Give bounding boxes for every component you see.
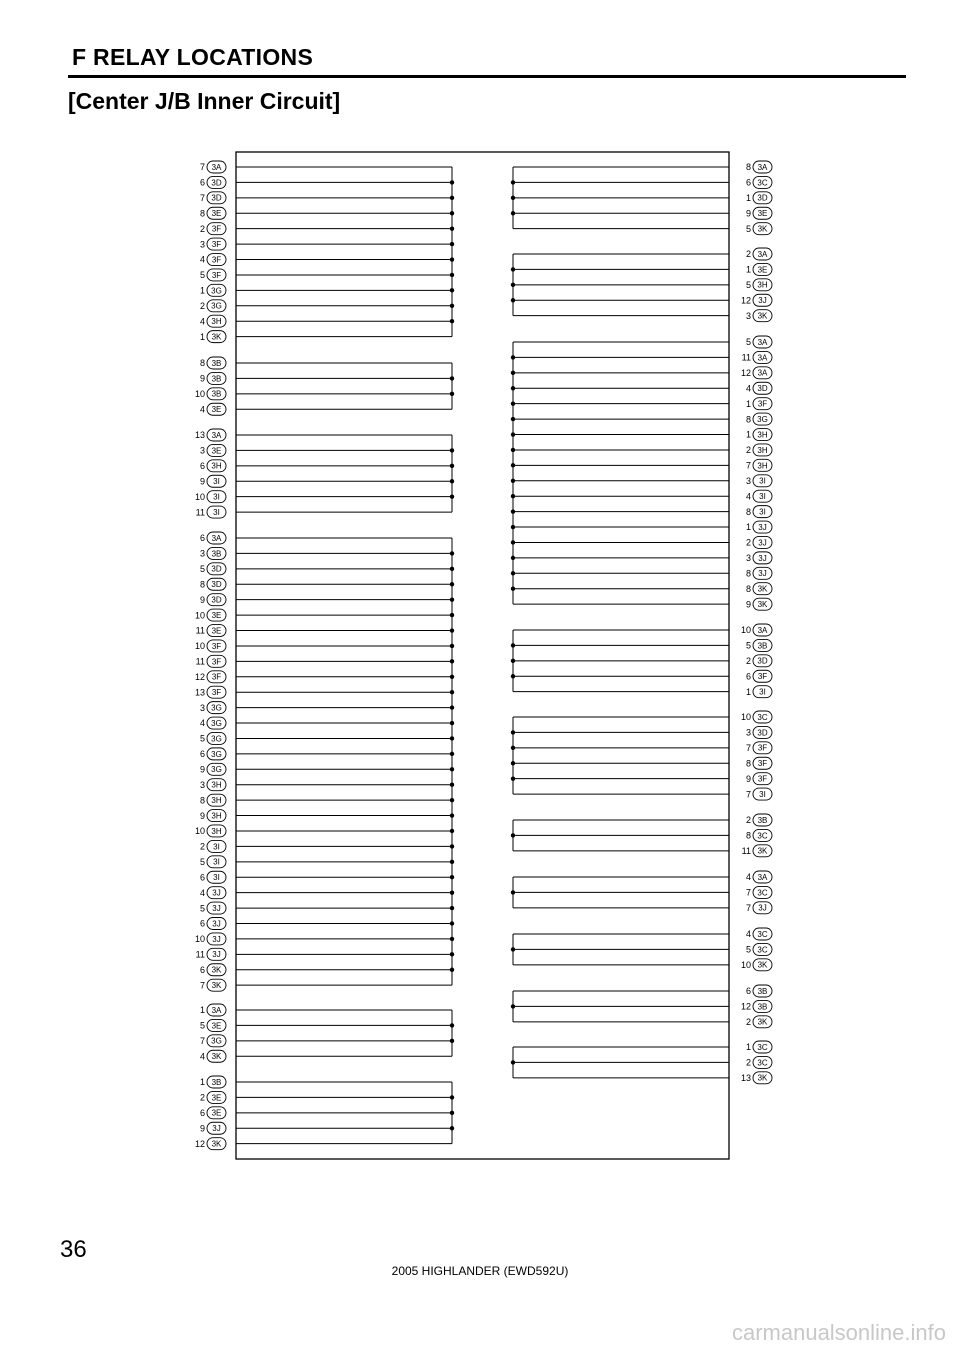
left-pin-number: 10	[194, 491, 205, 502]
right-pin-number: 12	[740, 368, 751, 379]
left-connector-code: 3E	[211, 1021, 222, 1031]
left-pin-number: 6	[199, 872, 205, 883]
left-connector-code: 3F	[211, 657, 222, 667]
right-pin-number: 3	[745, 310, 751, 321]
right-connector-code: 3E	[757, 209, 768, 219]
left-connector-code: 3F	[211, 641, 222, 651]
right-pin-number: 4	[745, 383, 751, 394]
left-pin-number: 9	[199, 764, 205, 775]
right-pin-number: 7	[745, 887, 751, 898]
left-connector-code: 3J	[212, 950, 221, 960]
right-pin-number: 2	[745, 537, 751, 548]
left-connector-code: 3I	[213, 873, 220, 883]
left-pin-number: 5	[199, 733, 205, 744]
left-connector-code: 3K	[211, 1052, 222, 1062]
right-pin-number: 2	[745, 1057, 751, 1068]
right-pin-number: 1	[745, 264, 751, 275]
right-pin-number: 9	[745, 773, 751, 784]
left-pin-number: 6	[199, 533, 205, 544]
left-pin-number: 6	[199, 461, 205, 472]
left-connector-code: 3H	[211, 317, 222, 327]
left-connector-code: 3D	[211, 193, 222, 203]
right-pin-number: 2	[745, 656, 751, 667]
left-connector-code: 3H	[211, 461, 222, 471]
left-connector-code: 3B	[211, 549, 222, 559]
left-connector-code: 3F	[211, 224, 222, 234]
left-pin-number: 6	[199, 964, 205, 975]
right-pin-number: 1	[745, 398, 751, 409]
right-connector-code: 3D	[757, 193, 768, 203]
left-connector-code: 3E	[211, 626, 222, 636]
left-pin-number: 2	[199, 300, 205, 311]
right-connector-code: 3I	[759, 476, 766, 486]
left-pin-number: 9	[199, 476, 205, 487]
left-pin-number: 4	[199, 718, 205, 729]
left-pin-number: 7	[199, 980, 205, 991]
right-pin-number: 1	[745, 686, 751, 697]
right-connector-code: 3I	[759, 687, 766, 697]
left-connector-code: 3K	[211, 965, 222, 975]
right-pin-number: 6	[745, 177, 751, 188]
right-connector-code: 3I	[759, 492, 766, 502]
right-pin-number: 7	[745, 903, 751, 914]
left-pin-number: 10	[194, 610, 205, 621]
right-pin-number: 2	[745, 445, 751, 456]
left-connector-code: 3K	[211, 332, 222, 342]
left-pin-number: 12	[194, 671, 205, 682]
left-connector-code: 3F	[211, 688, 222, 698]
right-pin-number: 7	[745, 789, 751, 800]
left-connector-code: 3H	[211, 780, 222, 790]
left-connector-code: 3I	[213, 857, 220, 867]
right-connector-code: 3J	[758, 903, 767, 913]
right-connector-code: 3E	[757, 265, 768, 275]
left-connector-code: 3A	[211, 533, 222, 543]
right-connector-code: 3D	[757, 656, 768, 666]
right-pin-number: 5	[745, 640, 751, 651]
right-pin-number: 11	[741, 846, 751, 857]
left-connector-code: 3J	[212, 919, 221, 929]
left-pin-number: 1	[199, 285, 205, 296]
left-pin-number: 6	[199, 177, 205, 188]
right-pin-number: 8	[745, 583, 751, 594]
right-connector-code: 3H	[757, 461, 768, 471]
left-pin-number: 4	[199, 887, 205, 898]
right-connector-code: 3B	[757, 815, 768, 825]
right-connector-code: 3B	[757, 641, 768, 651]
left-pin-number: 11	[195, 949, 205, 960]
watermark: carmanualsonline.info	[731, 1320, 946, 1345]
left-connector-code: 3B	[211, 389, 222, 399]
left-pin-number: 10	[194, 826, 205, 837]
left-pin-number: 7	[199, 162, 205, 173]
left-connector-code: 3G	[211, 749, 222, 759]
right-connector-code: 3H	[757, 445, 768, 455]
junction-block-outline	[236, 152, 729, 1159]
right-connector-code: 3K	[757, 1017, 768, 1027]
right-pin-number: 6	[745, 986, 751, 997]
right-connector-code: 3K	[757, 224, 768, 234]
right-connector-code: 3A	[757, 625, 768, 635]
right-pin-number: 11	[741, 352, 751, 363]
left-pin-number: 3	[199, 702, 205, 713]
right-connector-code: 3C	[757, 1042, 768, 1052]
left-connector-code: 3J	[212, 888, 221, 898]
right-connector-code: 3C	[757, 929, 768, 939]
right-pin-number: 10	[740, 960, 751, 971]
left-connector-code: 3H	[211, 826, 222, 836]
right-connector-code: 3C	[757, 1058, 768, 1068]
right-pin-number: 1	[745, 193, 751, 204]
right-connector-code: 3D	[757, 728, 768, 738]
left-connector-code: 3E	[211, 446, 222, 456]
left-connector-code: 3D	[211, 178, 222, 188]
right-pin-number: 10	[740, 625, 751, 636]
right-pin-number: 13	[740, 1073, 751, 1084]
left-connector-code: 3A	[211, 162, 222, 172]
left-pin-number: 8	[199, 358, 205, 369]
left-pin-number: 4	[199, 404, 205, 415]
left-connector-code: 3G	[211, 734, 222, 744]
diagram-subtitle: [Center J/B Inner Circuit]	[68, 88, 341, 114]
left-connector-code: 3F	[211, 270, 222, 280]
left-connector-code: 3D	[211, 580, 222, 590]
right-connector-code: 3G	[757, 415, 768, 424]
left-pin-number: 3	[199, 779, 205, 790]
right-pin-number: 5	[745, 337, 751, 348]
left-connector-code: 3F	[211, 255, 222, 265]
right-connector-code: 3C	[757, 178, 768, 188]
left-connector-code: 3G	[211, 765, 222, 775]
left-pin-number: 10	[194, 389, 205, 400]
right-pin-number: 4	[745, 929, 751, 940]
left-connector-code: 3J	[212, 903, 221, 913]
left-connector-code: 3J	[212, 934, 221, 944]
right-connector-code: 3C	[757, 945, 768, 955]
right-connector-code: 3K	[757, 600, 768, 610]
right-pin-number: 8	[745, 414, 751, 425]
left-connector-code: 3J	[212, 1124, 221, 1134]
left-connector-code: 3K	[211, 1139, 222, 1149]
left-connector-code: 3F	[211, 240, 222, 249]
right-connector-code: 3K	[757, 584, 768, 594]
right-pin-number: 3	[745, 553, 751, 564]
right-connector-code: 3K	[757, 846, 768, 856]
left-connector-code: 3G	[211, 1036, 222, 1046]
page-number: 36	[60, 1236, 87, 1263]
left-pin-number: 9	[199, 373, 205, 384]
right-pin-number: 1	[745, 522, 751, 533]
right-connector-code: 3C	[757, 831, 768, 841]
left-pin-number: 3	[199, 239, 205, 250]
right-pin-number: 3	[745, 727, 751, 738]
right-connector-code: 3A	[757, 337, 768, 347]
right-pin-number: 8	[745, 506, 751, 517]
right-pin-number: 6	[745, 671, 751, 682]
left-connector-code: 3A	[211, 430, 222, 440]
left-pin-number: 2	[199, 1092, 205, 1103]
left-pin-number: 5	[199, 270, 205, 281]
right-connector-code: 3D	[757, 384, 768, 394]
left-connector-code: 3H	[211, 811, 222, 821]
left-connector-code: 3G	[211, 301, 222, 311]
right-connector-code: 3A	[757, 368, 768, 378]
left-pin-number: 4	[199, 1051, 205, 1062]
left-connector-code: 3E	[211, 611, 222, 620]
right-connector-code: 3C	[757, 712, 768, 722]
right-pin-number: 4	[745, 491, 751, 502]
right-connector-code: 3J	[758, 538, 767, 548]
left-pin-number: 12	[194, 1138, 205, 1149]
right-connector-code: 3F	[757, 774, 768, 784]
right-pin-number: 2	[745, 815, 751, 826]
left-pin-number: 11	[195, 625, 205, 636]
right-connector-code: 3J	[758, 553, 767, 563]
left-connector-code: 3E	[211, 209, 222, 219]
right-connector-code: 3B	[757, 1002, 768, 1012]
left-connector-code: 3E	[211, 1093, 222, 1103]
left-pin-number: 8	[199, 208, 205, 219]
right-pin-number: 8	[745, 758, 751, 769]
right-pin-number: 7	[745, 460, 751, 471]
left-pin-number: 5	[199, 857, 205, 868]
left-pin-number: 10	[194, 934, 205, 945]
left-pin-number: 5	[199, 1020, 205, 1031]
left-pin-number: 7	[199, 193, 205, 204]
left-pin-number: 1	[199, 1005, 205, 1016]
right-pin-number: 8	[745, 830, 751, 841]
left-pin-number: 6	[199, 1108, 205, 1119]
left-pin-number: 4	[199, 254, 205, 265]
left-pin-number: 4	[199, 316, 205, 327]
left-pin-number: 3	[199, 445, 205, 456]
left-connector-code: 3B	[211, 358, 222, 368]
left-pin-number: 1	[199, 331, 205, 342]
right-connector-code: 3A	[757, 249, 768, 259]
right-connector-code: 3K	[757, 311, 768, 321]
left-pin-number: 9	[199, 1123, 205, 1134]
right-connector-code: 3J	[758, 296, 767, 306]
left-pin-number: 9	[199, 594, 205, 605]
right-pin-number: 1	[745, 429, 751, 440]
left-connector-code: 3I	[213, 842, 220, 852]
section-title: F RELAY LOCATIONS	[72, 44, 314, 70]
right-connector-code: 3I	[759, 507, 766, 517]
left-pin-number: 2	[199, 841, 205, 852]
right-connector-code: 3A	[757, 872, 768, 882]
left-pin-number: 5	[199, 564, 205, 575]
right-connector-code: 3F	[757, 743, 768, 753]
right-pin-number: 8	[745, 568, 751, 579]
left-connector-code: 3B	[211, 1077, 222, 1087]
left-connector-code: 3A	[211, 1005, 222, 1015]
right-connector-code: 3J	[758, 569, 767, 579]
right-connector-code: 3A	[757, 162, 768, 172]
right-connector-code: 3F	[757, 672, 768, 682]
right-pin-number: 9	[745, 208, 751, 219]
left-connector-code: 3E	[211, 405, 222, 415]
right-connector-code: 3K	[757, 1073, 768, 1083]
left-connector-code: 3K	[211, 981, 222, 991]
left-connector-code: 3I	[213, 477, 220, 487]
right-connector-code: 3F	[757, 399, 768, 409]
left-pin-number: 6	[199, 918, 205, 929]
left-connector-code: 3I	[213, 492, 220, 502]
left-connector-code: 3I	[213, 508, 220, 517]
right-pin-number: 10	[740, 712, 751, 723]
left-pin-number: 7	[199, 1036, 205, 1047]
right-connector-code: 3I	[759, 790, 766, 799]
right-connector-code: 3A	[757, 353, 768, 363]
right-pin-number: 5	[745, 223, 751, 234]
left-pin-number: 2	[199, 223, 205, 234]
left-pin-number: 13	[194, 430, 205, 441]
left-connector-code: 3B	[211, 374, 222, 384]
right-pin-number: 4	[745, 872, 751, 883]
left-connector-code: 3H	[211, 796, 222, 806]
right-pin-number: 9	[745, 599, 751, 610]
left-connector-code: 3D	[211, 595, 222, 605]
right-pin-number: 5	[745, 280, 751, 291]
left-pin-number: 8	[199, 579, 205, 590]
left-pin-number: 5	[199, 903, 205, 914]
left-connector-code: 3G	[211, 718, 222, 728]
left-connector-code: 3F	[211, 672, 222, 682]
left-connector-code: 3G	[211, 286, 222, 296]
right-connector-code: 3K	[757, 960, 768, 970]
left-pin-number: 11	[195, 507, 205, 518]
left-pin-number: 13	[194, 687, 205, 698]
right-pin-number: 12	[740, 295, 751, 306]
right-connector-code: 3H	[757, 280, 768, 290]
right-pin-number: 7	[745, 743, 751, 754]
right-connector-code: 3J	[758, 522, 767, 532]
right-pin-number: 12	[740, 1001, 751, 1012]
left-connector-code: 3G	[211, 703, 222, 713]
left-pin-number: 8	[199, 795, 205, 806]
left-pin-number: 6	[199, 749, 205, 760]
right-connector-code: 3H	[757, 430, 768, 440]
left-pin-number: 1	[199, 1077, 205, 1088]
right-pin-number: 3	[745, 475, 751, 486]
right-pin-number: 2	[745, 249, 751, 260]
right-pin-number: 8	[745, 162, 751, 173]
right-pin-number: 1	[745, 1042, 751, 1053]
right-connector-code: 3B	[757, 986, 768, 996]
left-connector-code: 3D	[211, 564, 222, 574]
footer-model: 2005 HIGHLANDER (EWD592U)	[391, 1264, 569, 1278]
right-connector-code: 3C	[757, 888, 768, 898]
left-connector-code: 3E	[211, 1108, 222, 1118]
right-pin-number: 2	[745, 1017, 751, 1028]
right-connector-code: 3F	[757, 759, 768, 769]
left-pin-number: 9	[199, 810, 205, 821]
left-pin-number: 3	[199, 548, 205, 559]
left-pin-number: 11	[195, 656, 205, 667]
left-pin-number: 10	[194, 641, 205, 652]
right-pin-number: 5	[745, 944, 751, 955]
